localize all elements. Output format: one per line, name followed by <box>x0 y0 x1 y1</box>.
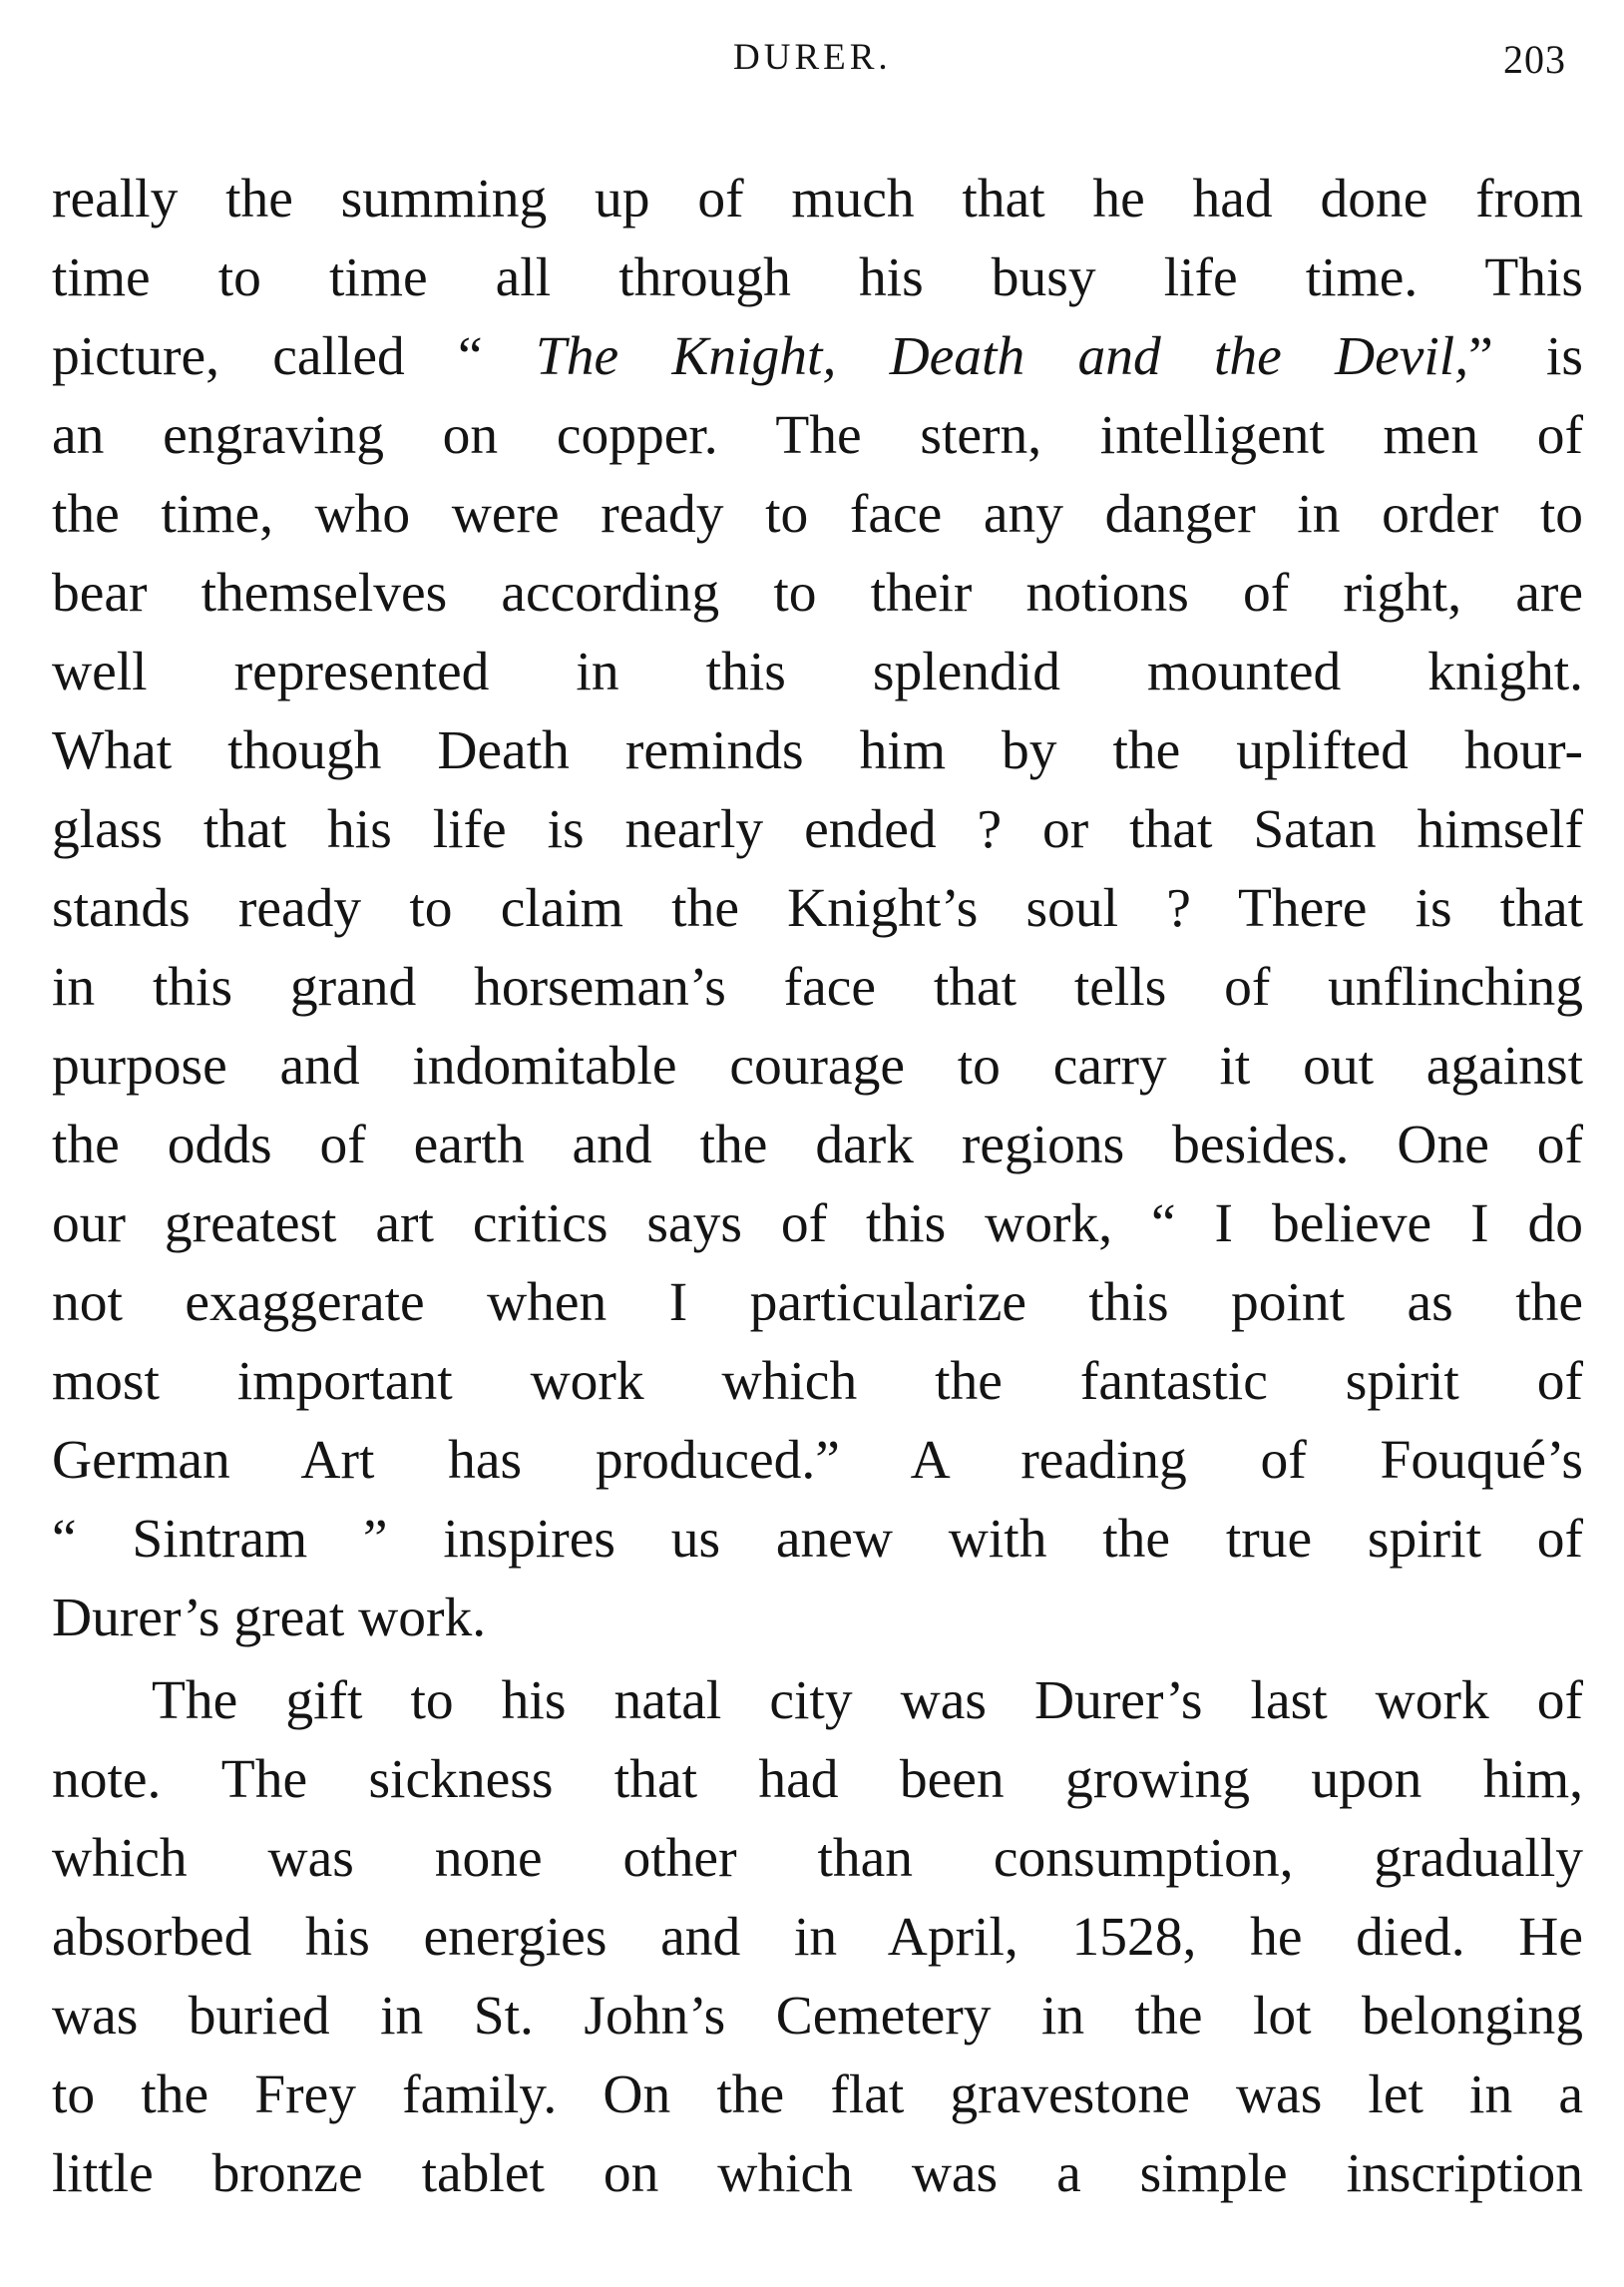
text-line: glass that his life is nearly ended ? or that Satan himself <box>52 799 1583 860</box>
text-line: German Art has produced.” A reading of Fouqué’s <box>52 1430 1583 1491</box>
body-text <box>52 160 1583 2213</box>
text-line: the time, who were ready to face any danger in order to <box>52 484 1583 545</box>
text-line: was buried in St. John’s Cemetery in the lot belonging <box>52 1986 1583 2047</box>
text-line: little bronze tablet on which was a simple inscription <box>52 2143 1583 2204</box>
running-title: DURER. <box>733 37 892 78</box>
text-line: “ Sintram ” inspires us anew with the true spirit of <box>52 1509 1583 1570</box>
text-line: most important work which the fantastic spirit of <box>52 1351 1583 1412</box>
text-line: note. The sickness that had been growing upon him, <box>52 1749 1583 1810</box>
page-number: 203 <box>1503 37 1566 82</box>
text-line: in this grand horseman’s face that tells of unflinching <box>52 957 1583 1018</box>
text-line: an engraving on copper. The stern, intelligent men of <box>52 405 1583 466</box>
text-line: purpose and indomitable courage to carry it out against <box>52 1036 1583 1097</box>
text-fragment: picture, called “ <box>52 326 536 387</box>
text-line: stands ready to claim the Knight’s soul ? There is that <box>52 878 1583 939</box>
text-line: the odds of earth and the dark regions besides. One of <box>52 1115 1583 1175</box>
text-fragment: ” is <box>1468 326 1583 387</box>
artwork-title: The Knight, Death and the Devil, <box>535 326 1469 387</box>
text-line-with-title <box>52 317 1583 396</box>
text-line: really the summing up of much that he had done from <box>52 169 1583 229</box>
text-line: our greatest art critics says of this work, “ I believe I do <box>52 1193 1583 1254</box>
text-line: not exaggerate when I particularize this point as the <box>52 1272 1583 1333</box>
text-line: What though Death reminds him by the uplifted hour- <box>52 720 1583 781</box>
text-line: bear themselves according to their notions of right, are <box>52 563 1583 624</box>
text-line: time to time all through his busy life time. This <box>52 247 1583 308</box>
text-line: which was none other than consumption, gradually <box>52 1828 1583 1889</box>
text-line: to the Frey family. On the flat gravestone was let in a <box>52 2064 1583 2125</box>
text-line: The gift to his natal city was Durer’s last work of <box>152 1670 1583 1731</box>
paragraph-1 <box>52 160 1583 1657</box>
running-head <box>0 36 1624 86</box>
text-line: well represented in this splendid mounted knight. <box>52 642 1583 702</box>
paragraph-2 <box>52 1661 1583 2213</box>
text-line: Durer’s great work. <box>52 1588 487 1648</box>
text-line: absorbed his energies and in April, 1528, he died. He <box>52 1907 1583 1968</box>
